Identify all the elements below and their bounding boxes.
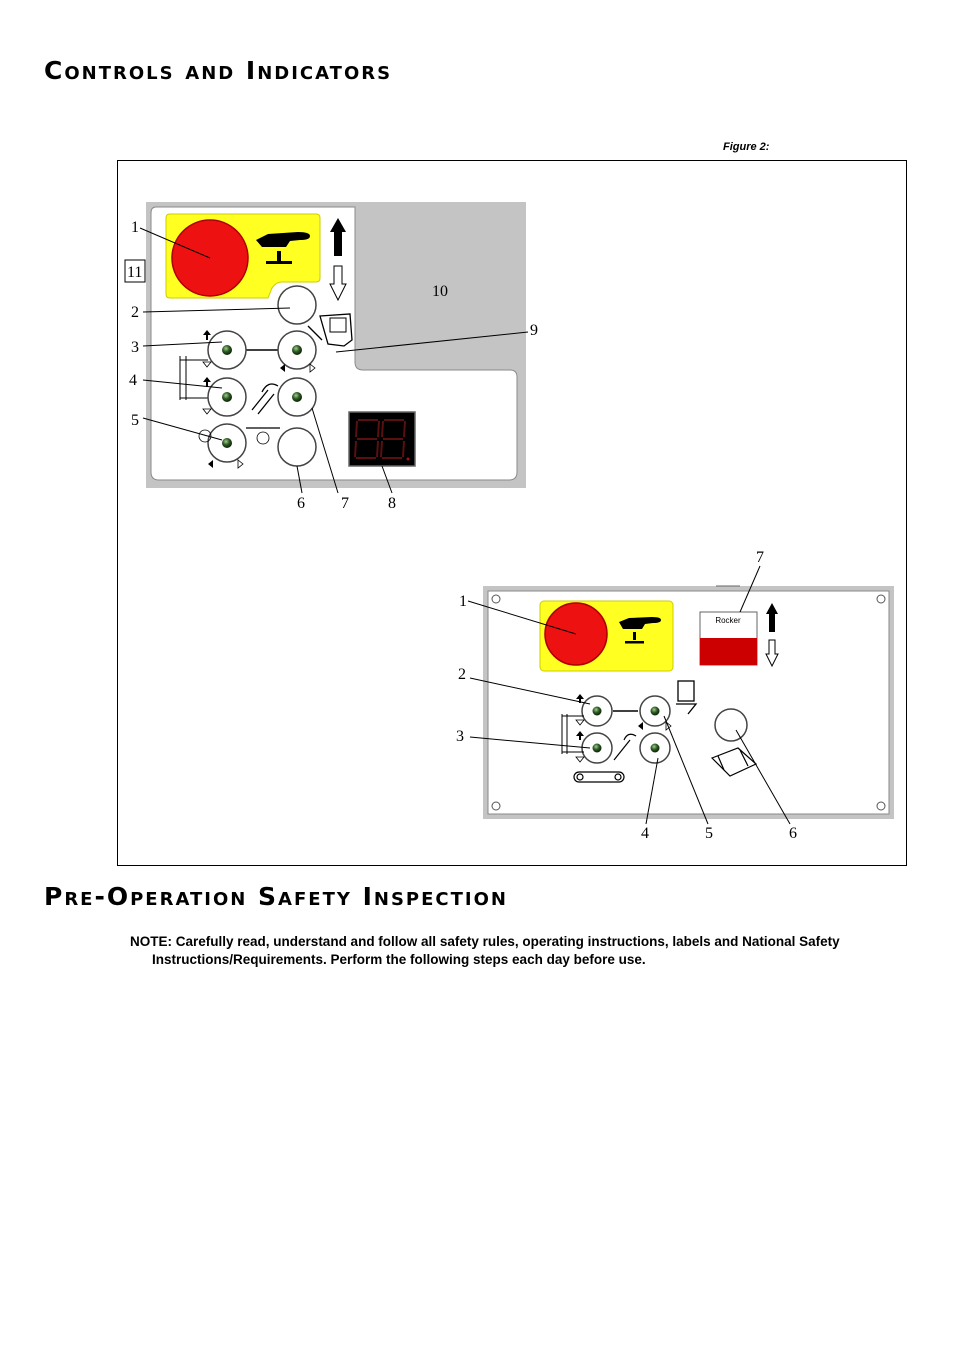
note-label: NOTE: [130,934,172,949]
callout-lower-2: 2 [458,666,466,683]
lower-led-2 [593,707,602,716]
screw-icon [492,802,500,810]
callout-upper-9: 9 [530,322,538,339]
callout-upper-3: 3 [131,339,139,356]
callout-lower-5: 5 [705,825,713,842]
figure-caption: Figure 2: [723,141,770,153]
upper-led-4 [222,392,232,402]
upper-led-7 [292,392,302,402]
callout-upper-5: 5 [131,412,139,429]
note-line-2: Instructions/Requirements. Perform the following steps each day before use. [152,952,646,967]
callout-lower-4: 4 [641,825,649,842]
upper-button-2[interactable] [278,286,316,324]
safety-note [130,933,870,969]
upper-led-3 [222,345,232,355]
callout-upper-7: 7 [341,495,349,512]
lower-led-5 [651,707,660,716]
section-heading-controls: Controls and Indicators [44,56,393,85]
screw-icon [492,595,500,603]
callout-upper-11: 11 [127,264,143,281]
callout-upper-2: 2 [131,304,139,321]
rocker-switch-red [700,638,757,665]
screw-icon [877,802,885,810]
lower-control-panel [456,549,894,842]
callout-lower-6: 6 [789,825,797,842]
note-line-1: Carefully read, understand and follow all safety rules, operating instructions, labels and National Safety [175,934,840,949]
callout-lower-7: 7 [756,549,764,566]
callout-lower-3: 3 [456,728,464,745]
callout-upper-4: 4 [129,372,137,389]
callout-upper-6: 6 [297,495,305,512]
callout-upper-1: 1 [131,219,139,236]
upper-led-5 [222,438,232,448]
display-dot [407,458,410,461]
section-heading-inspection: Pre-Operation Safety Inspection [44,882,508,911]
screw-icon [877,595,885,603]
rocker-label: Rocker [715,616,741,625]
callout-lower-1: 1 [459,593,467,610]
lower-led-3 [593,744,602,753]
lower-button-6[interactable] [715,709,747,741]
callout-upper-8: 8 [388,495,396,512]
upper-button-6[interactable] [278,428,316,466]
callout-upper-10: 10 [432,283,448,300]
upper-control-panel [125,202,538,512]
lower-led-4 [651,744,660,753]
upper-led-9 [292,345,302,355]
